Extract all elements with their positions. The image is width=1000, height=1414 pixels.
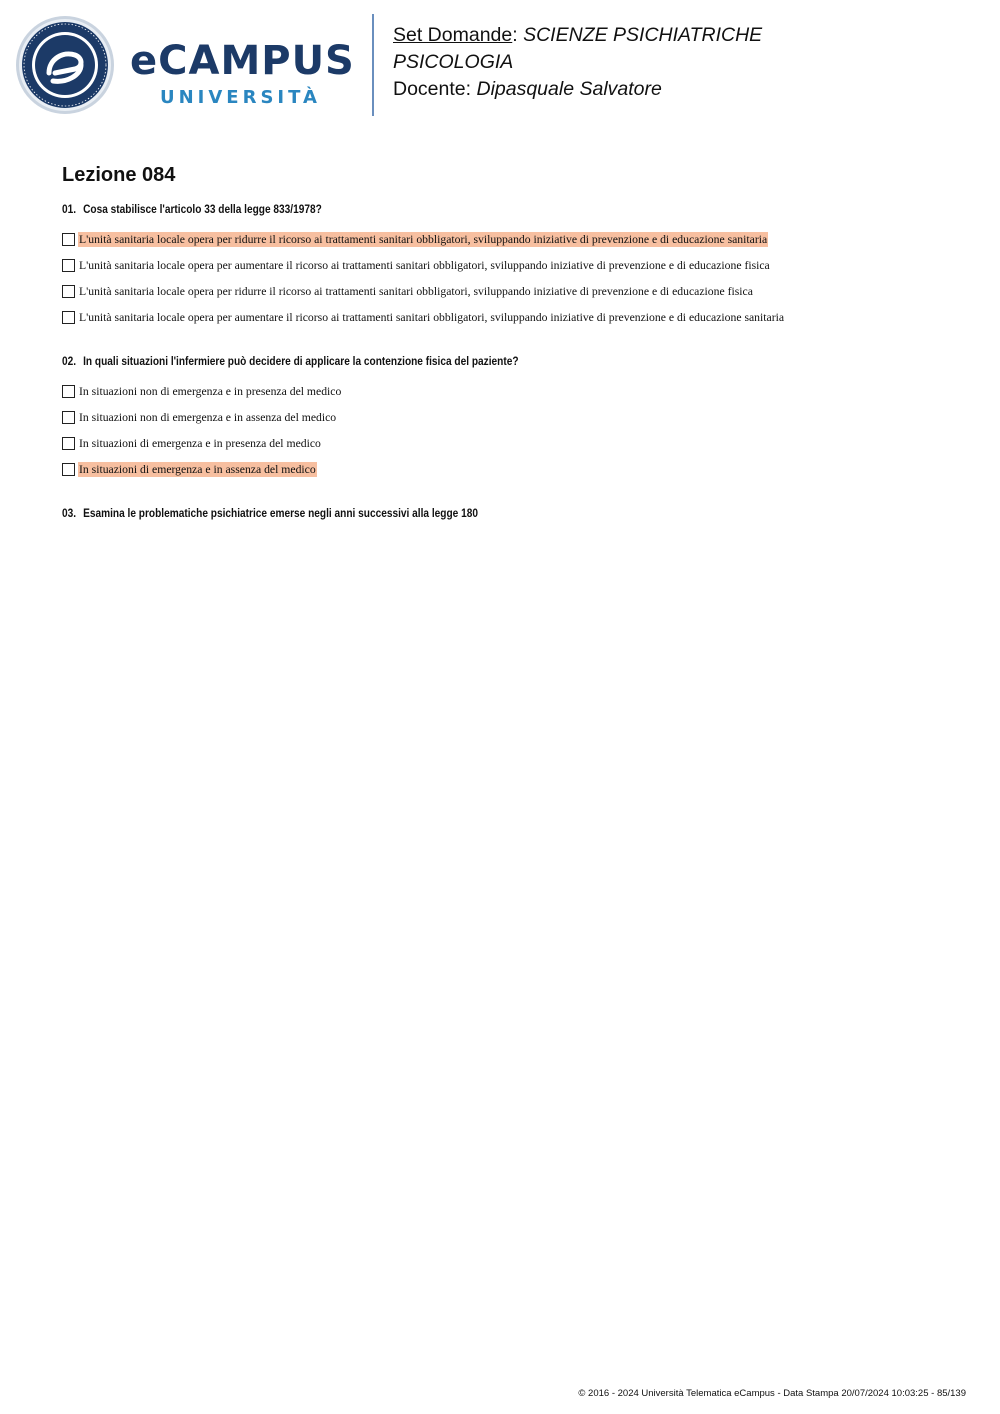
question-03 [62,504,942,524]
answer-checkbox[interactable] [62,285,75,298]
answer-text: L'unità sanitaria locale opera per aumentare il ricorso ai trattamenti sanitari obbligatori, sviluppando iniziative di prevenzione e di educazione fisica [79,258,770,272]
header-info [393,22,953,103]
question-text [62,200,836,220]
question-01 [62,200,942,330]
question-text [62,504,836,524]
header-divider [372,14,374,116]
answer-option[interactable] [62,278,942,304]
answer-text: L'unità sanitaria locale opera per aumentare il ricorso ai trattamenti sanitari obbligatori, sviluppando iniziative di prevenzione e di educazione sanitaria [79,310,785,324]
answer-checkbox[interactable] [62,311,75,324]
question-label: In quali situazioni l'infermiere può decidere di applicare la contenzione fisica del paziente? [83,356,519,368]
universita-logo-text: UNIVERSITÀ [160,87,321,108]
answer-text: In situazioni di emergenza e in presenza del medico [79,436,321,450]
answer-text: In situazioni non di emergenza e in presenza del medico [79,384,342,398]
question-label: Cosa stabilisce l'articolo 33 della legge 833/1978? [83,204,322,216]
docente-value: Dipasquale Salvatore [476,78,662,100]
set-domande-separator: : [512,24,518,46]
page-footer: © 2016 - 2024 Università Telematica eCampus - Data Stampa 20/07/2024 10:03:25 - 85/139 [578,1388,966,1399]
ecampus-logo-text: eCAMPUS [130,38,355,84]
question-label: Esamina le problematiche psichiatrice emerse negli anni successivi alla legge 180 [83,508,478,520]
answer-checkbox[interactable] [62,411,75,424]
question-number: 01. [62,204,77,216]
answer-text: In situazioni non di emergenza e in assenza del medico [79,410,337,424]
answer-checkbox[interactable] [62,233,75,246]
question-02 [62,352,942,482]
answer-option[interactable] [62,378,942,404]
answer-option[interactable] [62,430,942,456]
answer-checkbox[interactable] [62,385,75,398]
ecampus-wordmark [130,38,360,113]
question-number: 02. [62,356,77,368]
answer-option[interactable] [62,456,942,482]
question-text [62,352,836,372]
docente-label: Docente: [393,78,472,100]
set-domande-line2 [393,49,953,76]
university-seal-icon [15,15,115,115]
answer-option[interactable] [62,304,942,330]
answer-checkbox[interactable] [62,463,75,476]
answer-checkbox[interactable] [62,437,75,450]
set-domande-value-line1: SCIENZE PSICHIATRICHE [523,24,763,46]
answer-checkbox[interactable] [62,259,75,272]
set-domande-value-line2: PSICOLOGIA [393,51,514,73]
answer-text-highlighted: L'unità sanitaria locale opera per ridurre il ricorso ai trattamenti sanitari obbligatori, sviluppando iniziative di prevenzione e di educazione sanitaria [79,232,768,246]
lesson-content [62,160,942,530]
answer-option[interactable] [62,252,942,278]
answer-option[interactable] [62,226,942,252]
answer-text: L'unità sanitaria locale opera per ridurre il ricorso ai trattamenti sanitari obbligatori, sviluppando iniziative di prevenzione e di educazione fisica [79,284,753,298]
lesson-title: Lezione 084 [62,164,176,186]
set-domande-line [393,22,953,49]
set-domande-label: Set Domande [393,24,513,46]
question-number: 03. [62,508,77,520]
answer-text-highlighted: In situazioni di emergenza e in assenza del medico [79,462,316,476]
answer-option[interactable] [62,404,942,430]
docente-line [393,76,953,103]
page-header [0,0,1000,130]
